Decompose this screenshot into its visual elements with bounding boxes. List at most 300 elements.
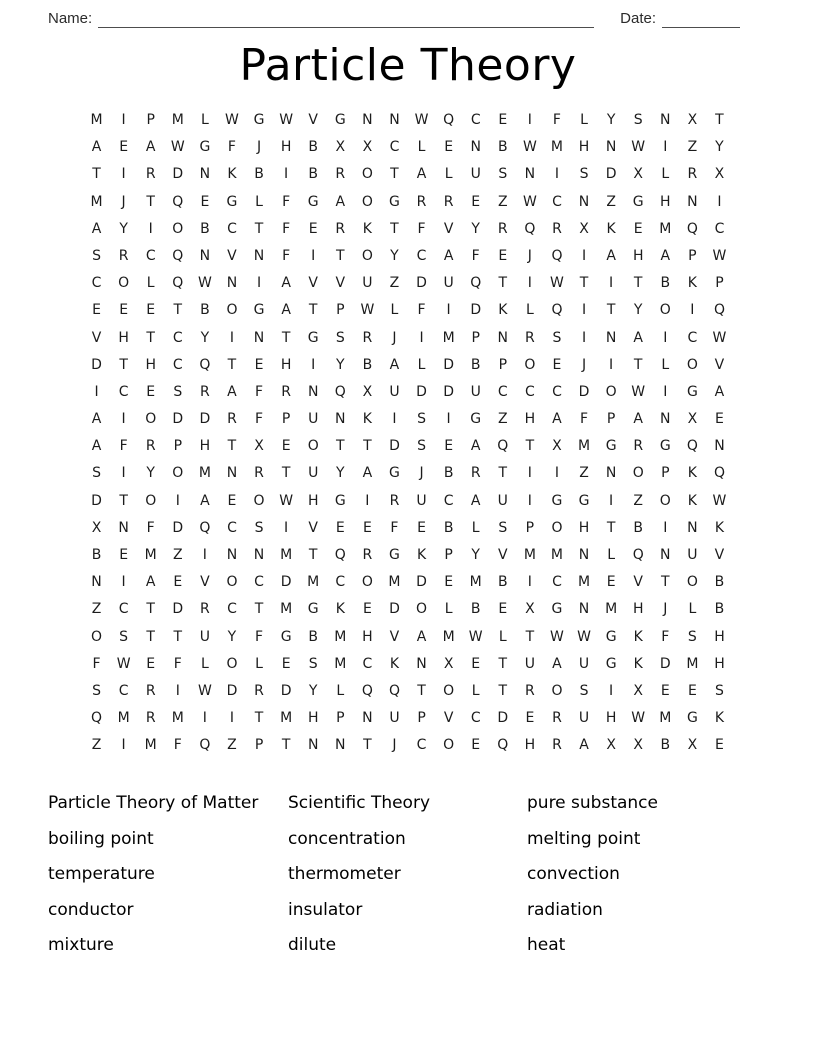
grid-letter: X xyxy=(552,438,562,455)
grid-letter: O xyxy=(443,737,455,754)
grid-letter: R xyxy=(470,465,481,482)
grid-letter: E xyxy=(119,547,129,563)
grid-letter: D xyxy=(497,710,509,727)
grid-letter: L xyxy=(661,356,670,373)
grid-letter: E xyxy=(471,737,481,754)
grid-letter: Q xyxy=(388,682,400,699)
grid-letter: R xyxy=(552,710,562,727)
grid-letter: C xyxy=(470,710,481,727)
grid-letter: E xyxy=(254,356,264,373)
grid-letter: V xyxy=(335,275,346,292)
word-list-item: Scientific Theory xyxy=(288,793,431,814)
grid-letter: C xyxy=(118,383,129,400)
grid-letter: A xyxy=(443,247,454,264)
grid-letter: R xyxy=(254,682,264,699)
grid-letter: U xyxy=(308,411,319,428)
grid-letter: H xyxy=(307,710,319,727)
grid-letter: M xyxy=(90,193,103,210)
word-list xyxy=(0,786,816,964)
grid-letter: O xyxy=(659,492,671,509)
grid-letter: D xyxy=(578,383,590,400)
grid-letter: H xyxy=(578,139,590,156)
grid-letter: T xyxy=(146,628,155,645)
grid-letter: V xyxy=(200,574,210,591)
grid-letter: T xyxy=(92,166,101,183)
grid-letter: R xyxy=(497,220,508,237)
grid-letter: O xyxy=(172,465,184,482)
grid-letter: T xyxy=(606,519,616,536)
grid-letter: O xyxy=(632,465,644,482)
grid-letter: Y xyxy=(146,465,155,482)
grid-letter: T xyxy=(146,329,155,346)
grid-letter: L xyxy=(200,112,209,128)
grid-letter: G xyxy=(307,601,319,618)
grid-row xyxy=(83,297,733,324)
grid-letter: O xyxy=(361,193,373,210)
grid-letter: D xyxy=(443,356,454,373)
grid-letter: T xyxy=(390,220,399,237)
grid-letter: G xyxy=(470,411,482,428)
grid-letter: B xyxy=(633,519,643,536)
grid-letter: E xyxy=(308,220,318,237)
grid-letter: F xyxy=(282,247,291,264)
grid-letter: G xyxy=(334,492,346,509)
grid-letter: F xyxy=(282,220,291,237)
grid-letter: G xyxy=(253,112,265,128)
grid-letter: B xyxy=(660,275,671,292)
grid-letter: W xyxy=(279,112,294,128)
grid-row xyxy=(83,542,733,569)
word-list-item: Particle Theory of Matter xyxy=(48,793,259,814)
grid-letter: S xyxy=(92,247,101,264)
grid-letter: S xyxy=(579,682,589,699)
grid-letter: F xyxy=(255,383,264,400)
grid-letter: N xyxy=(199,166,211,183)
grid-letter: M xyxy=(144,547,157,563)
grid-letter: R xyxy=(200,601,210,618)
grid-letter: E xyxy=(362,519,372,536)
grid-letter: B xyxy=(443,519,454,536)
grid-letter: U xyxy=(524,655,535,672)
grid-letter: Q xyxy=(443,112,455,128)
grid-letter: B xyxy=(470,601,481,618)
grid-letter: I xyxy=(609,356,614,373)
grid-letter: E xyxy=(119,139,129,156)
grid-letter: E xyxy=(92,302,101,319)
grid-letter: T xyxy=(498,682,508,699)
word-list-item: pure substance xyxy=(527,793,658,814)
grid-letter: E xyxy=(633,220,643,237)
grid-letter: X xyxy=(525,601,535,618)
grid-letter: E xyxy=(498,601,508,618)
grid-letter: T xyxy=(498,465,508,482)
grid-letter: C xyxy=(172,356,183,373)
grid-letter: M xyxy=(334,655,347,672)
name-blank-line xyxy=(98,13,594,28)
grid-letter: I xyxy=(717,193,722,210)
grid-letter: W xyxy=(631,139,646,156)
grid-letter: P xyxy=(281,411,291,428)
grid-letter: B xyxy=(497,574,508,591)
grid-letter: Q xyxy=(334,547,346,563)
grid-letter: I xyxy=(663,139,668,156)
grid-letter: Q xyxy=(172,193,184,210)
grid-letter: S xyxy=(92,682,101,699)
grid-letter: R xyxy=(362,547,373,563)
grid-letter: K xyxy=(714,710,725,727)
grid-letter: L xyxy=(255,655,263,672)
grid-letter: O xyxy=(361,247,373,264)
grid-letter: R xyxy=(389,492,400,509)
grid-letter: R xyxy=(145,682,156,699)
grid-letter: P xyxy=(688,247,697,264)
grid-letter: X xyxy=(579,220,589,237)
grid-letter: M xyxy=(171,112,184,128)
grid-letter: Q xyxy=(172,275,184,292)
grid-letter: N xyxy=(307,383,319,400)
grid-letter: L xyxy=(525,302,534,319)
grid-letter: E xyxy=(552,356,562,373)
grid-letter: W xyxy=(360,302,375,319)
grid-letter: Q xyxy=(551,302,563,319)
grid-letter: F xyxy=(471,247,480,264)
grid-letter: G xyxy=(389,193,400,210)
grid-letter: K xyxy=(416,547,427,563)
grid-letter: M xyxy=(90,112,103,128)
grid-letter: R xyxy=(227,411,237,428)
grid-letter: J xyxy=(256,139,262,156)
grid-letter: R xyxy=(335,166,346,183)
grid-letter: E xyxy=(444,438,454,455)
grid-letter: L xyxy=(661,166,670,183)
grid-letter: I xyxy=(94,383,99,400)
grid-letter: P xyxy=(525,519,535,536)
grid-letter: S xyxy=(498,166,508,183)
grid-letter: D xyxy=(91,356,102,373)
grid-letter: H xyxy=(605,710,617,727)
grid-letter: N xyxy=(524,166,536,183)
grid-row xyxy=(83,406,733,433)
grid-letter: M xyxy=(280,710,293,727)
grid-row xyxy=(83,107,733,134)
grid-letter: W xyxy=(550,628,564,645)
grid-letter: F xyxy=(255,628,264,645)
grid-letter: I xyxy=(229,710,235,727)
grid-letter: I xyxy=(527,465,532,482)
grid-letter: E xyxy=(335,519,345,536)
grid-letter: M xyxy=(280,601,293,618)
grid-letter: G xyxy=(659,438,671,455)
grid-letter: A xyxy=(145,574,156,591)
grid-letter: H xyxy=(362,628,373,645)
grid-letter: C xyxy=(497,383,508,400)
grid-letter: F xyxy=(580,411,589,428)
grid-letter: I xyxy=(121,411,126,428)
grid-letter: I xyxy=(121,737,126,754)
grid-letter: W xyxy=(279,492,294,509)
grid-letter: N xyxy=(307,737,319,754)
grid-letter: H xyxy=(714,628,725,645)
grid-letter: I xyxy=(256,275,262,292)
grid-letter: X xyxy=(633,166,643,183)
grid-letter: M xyxy=(469,574,482,591)
grid-letter: I xyxy=(554,166,560,183)
grid-row xyxy=(83,515,733,542)
grid-letter: T xyxy=(254,710,264,727)
grid-letter: S xyxy=(552,329,562,346)
grid-letter: B xyxy=(714,574,725,591)
grid-letter: T xyxy=(254,220,264,237)
grid-letter: N xyxy=(578,601,590,618)
grid-letter: Z xyxy=(227,737,237,754)
grid-letter: A xyxy=(470,438,481,455)
grid-letter: X xyxy=(443,655,454,672)
grid-letter: N xyxy=(578,193,590,210)
grid-letter: J xyxy=(392,329,397,346)
grid-letter: A xyxy=(416,166,427,183)
grid-letter: E xyxy=(146,302,156,319)
grid-letter: Z xyxy=(579,465,589,482)
grid-letter: M xyxy=(686,655,699,672)
grid-letter: Q xyxy=(713,302,725,319)
grid-letter: Y xyxy=(119,220,128,237)
grid-letter: U xyxy=(443,275,454,292)
grid-letter: H xyxy=(524,411,536,428)
grid-letter: D xyxy=(443,383,454,400)
grid-row xyxy=(83,596,733,623)
grid-letter: D xyxy=(416,383,427,400)
grid-letter: A xyxy=(91,411,102,428)
grid-letter: O xyxy=(443,682,455,699)
grid-letter: V xyxy=(91,329,102,346)
grid-letter: Q xyxy=(497,438,509,455)
grid-letter: H xyxy=(145,356,156,373)
grid-letter: J xyxy=(527,247,532,264)
grid-letter: G xyxy=(226,193,238,210)
grid-letter: E xyxy=(362,601,372,618)
grid-letter: X xyxy=(687,737,698,754)
grid-letter: C xyxy=(470,112,481,128)
grid-letter: Q xyxy=(199,737,211,754)
grid-letter: M xyxy=(659,220,672,237)
grid-letter: T xyxy=(633,356,643,373)
grid-letter: R xyxy=(281,383,291,400)
grid-letter: F xyxy=(255,411,264,428)
grid-letter: A xyxy=(552,655,562,672)
grid-letter: J xyxy=(419,465,424,482)
grid-letter: W xyxy=(197,682,212,699)
word-list-item: thermometer xyxy=(288,864,401,885)
grid-letter: C xyxy=(227,519,237,536)
grid-letter: D xyxy=(389,438,400,455)
grid-letter: O xyxy=(91,628,103,645)
grid-letter: E xyxy=(146,383,156,400)
grid-letter: B xyxy=(200,302,210,319)
grid-row xyxy=(83,651,733,678)
word-list-item: temperature xyxy=(48,864,155,885)
grid-letter: C xyxy=(443,492,454,509)
grid-letter: K xyxy=(633,628,643,645)
grid-letter: F xyxy=(390,519,399,536)
grid-letter: A xyxy=(145,139,156,156)
grid-letter: D xyxy=(389,601,400,618)
grid-letter: R xyxy=(254,465,264,482)
grid-letter: F xyxy=(661,628,670,645)
grid-letter: T xyxy=(633,275,643,292)
grid-letter: E xyxy=(173,574,183,591)
grid-letter: F xyxy=(552,112,561,128)
grid-letter: R xyxy=(552,737,562,754)
grid-letter: N xyxy=(470,139,481,156)
grid-letter: F xyxy=(146,519,155,536)
grid-letter: T xyxy=(281,465,291,482)
grid-letter: G xyxy=(686,710,698,727)
grid-letter: O xyxy=(361,574,373,591)
grid-letter: Z xyxy=(497,411,508,428)
grid-letter: A xyxy=(470,492,481,509)
grid-letter: V xyxy=(443,710,454,727)
grid-letter: G xyxy=(199,139,211,156)
grid-letter: S xyxy=(579,166,589,183)
grid-letter: C xyxy=(524,383,535,400)
grid-letter: X xyxy=(362,139,373,156)
grid-letter: M xyxy=(659,710,672,727)
grid-letter: B xyxy=(443,465,454,482)
grid-letter: L xyxy=(255,193,263,210)
grid-letter: U xyxy=(578,655,590,672)
grid-letter: L xyxy=(390,302,399,319)
word-list-column xyxy=(48,786,288,964)
grid-letter: E xyxy=(200,193,210,210)
grid-letter: M xyxy=(442,628,455,645)
grid-letter: E xyxy=(281,438,291,455)
grid-letter: D xyxy=(199,411,211,428)
grid-letter: E xyxy=(227,492,237,509)
grid-letter: Q xyxy=(172,247,184,264)
grid-letter: P xyxy=(173,438,183,455)
grid-letter: D xyxy=(416,574,427,591)
grid-letter: I xyxy=(527,492,532,509)
grid-letter: C xyxy=(254,574,264,591)
grid-letter: C xyxy=(172,329,183,346)
grid-letter: M xyxy=(550,547,563,563)
grid-letter: V xyxy=(308,275,318,292)
grid-letter: I xyxy=(392,411,397,428)
grid-letter: S xyxy=(92,465,101,482)
grid-letter: U xyxy=(497,492,508,509)
grid-letter: K xyxy=(687,465,697,482)
grid-letter: M xyxy=(280,547,293,563)
grid-row xyxy=(83,352,733,379)
grid-letter: I xyxy=(175,492,180,509)
grid-letter: T xyxy=(281,329,291,346)
grid-letter: Q xyxy=(686,220,698,237)
grid-letter: G xyxy=(632,193,644,210)
grid-letter: J xyxy=(663,601,668,618)
grid-letter: A xyxy=(362,465,373,482)
grid-letter: N xyxy=(118,519,129,536)
grid-letter: T xyxy=(173,628,183,645)
grid-letter: M xyxy=(117,710,130,727)
grid-letter: L xyxy=(688,601,697,618)
grid-letter: O xyxy=(253,492,265,509)
grid-row xyxy=(83,460,733,487)
grid-row xyxy=(83,189,733,216)
grid-letter: C xyxy=(227,601,237,618)
grid-letter: I xyxy=(609,492,614,509)
grid-letter: Y xyxy=(308,682,318,699)
grid-letter: L xyxy=(471,682,480,699)
grid-letter: D xyxy=(470,302,482,319)
grid-letter: D xyxy=(172,519,184,536)
grid-letter: T xyxy=(363,737,372,754)
grid-letter: N xyxy=(362,112,373,128)
grid-letter: N xyxy=(226,547,238,563)
grid-letter: Z xyxy=(497,193,508,210)
grid-letter: A xyxy=(552,411,562,428)
grid-letter: Y xyxy=(227,628,237,645)
word-list-item: melting point xyxy=(527,828,641,849)
grid-letter: Q xyxy=(686,438,698,455)
grid-letter: I xyxy=(581,329,587,346)
grid-letter: P xyxy=(146,112,155,128)
grid-letter: B xyxy=(497,139,508,156)
word-list-item: insulator xyxy=(288,899,363,920)
grid-letter: O xyxy=(686,574,698,591)
grid-letter: R xyxy=(145,166,156,183)
grid-letter: Q xyxy=(632,547,644,563)
grid-letter: L xyxy=(417,139,426,156)
grid-letter: I xyxy=(284,519,289,536)
grid-letter: O xyxy=(307,438,319,455)
grid-letter: E xyxy=(146,655,156,672)
grid-letter: H xyxy=(632,247,644,264)
grid-letter: U xyxy=(199,628,210,645)
grid-letter: C xyxy=(416,247,427,264)
grid-letter: G xyxy=(253,302,265,319)
grid-letter: I xyxy=(609,682,614,699)
grid-letter: M xyxy=(388,574,401,591)
grid-letter: I xyxy=(663,383,668,400)
grid-letter: N xyxy=(605,465,617,482)
grid-letter: T xyxy=(119,492,128,509)
grid-letter: I xyxy=(121,465,126,482)
grid-letter: N xyxy=(91,574,102,591)
grid-letter: Z xyxy=(91,601,102,618)
grid-letter: Z xyxy=(91,737,102,754)
grid-letter: L xyxy=(498,628,507,645)
grid-letter: W xyxy=(712,329,727,346)
grid-letter: T xyxy=(606,302,616,319)
grid-letter: A xyxy=(606,247,616,264)
grid-letter: W xyxy=(225,112,239,128)
grid-letter: T xyxy=(227,356,237,373)
grid-letter: S xyxy=(119,628,129,645)
grid-letter: E xyxy=(687,682,697,699)
grid-letter: I xyxy=(311,356,316,373)
grid-letter: W xyxy=(631,383,646,400)
grid-letter: L xyxy=(580,112,588,128)
grid-row xyxy=(83,624,733,651)
grid-letter: G xyxy=(307,329,319,346)
grid-letter: S xyxy=(417,438,426,455)
grid-letter: E xyxy=(498,247,508,264)
page-title: Particle Theory xyxy=(239,40,577,91)
grid-letter: T xyxy=(336,438,345,455)
grid-letter: W xyxy=(712,247,727,264)
grid-letter: A xyxy=(200,492,210,509)
grid-letter: X xyxy=(687,112,698,128)
